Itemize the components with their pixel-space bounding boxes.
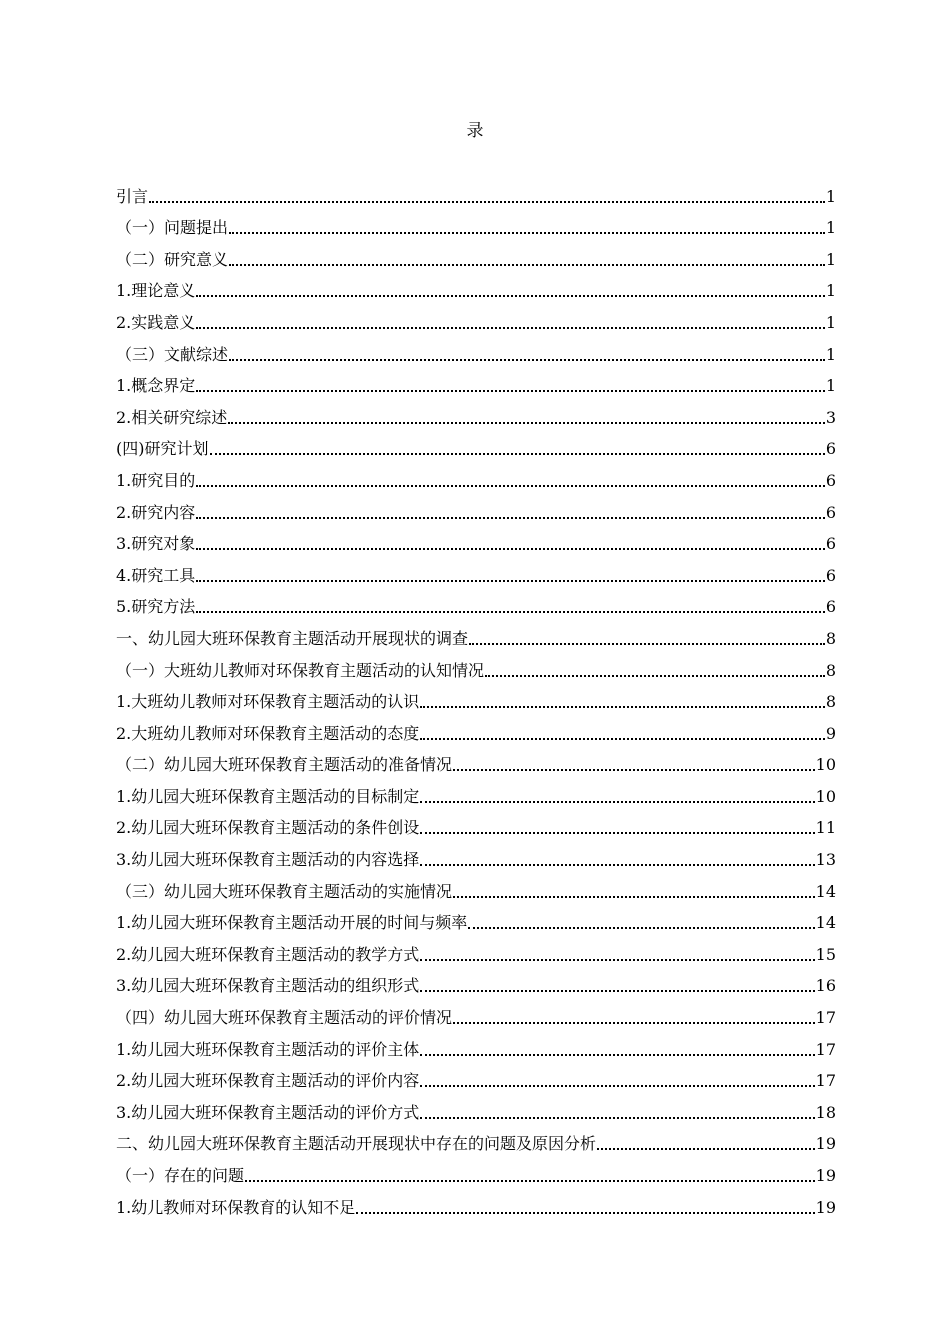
toc-dot-leader (245, 1180, 815, 1182)
toc-entry[interactable] (116, 713, 836, 745)
toc-entry-label: （二）研究意义 (116, 249, 229, 269)
toc-entry-page-number: 1 (825, 186, 836, 206)
toc-entry-label: （二）幼儿园大班环保教育主题活动的准备情况 (116, 755, 453, 775)
toc-dot-leader (420, 738, 825, 740)
toc-dot-leader (420, 1117, 814, 1119)
toc-dot-leader (420, 801, 814, 803)
toc-entry-label: 1.研究目的 (116, 470, 196, 490)
toc-entry-page-number: 9 (825, 723, 836, 743)
toc-entry-page-number: 14 (815, 881, 836, 901)
toc-entry-label: (四)研究计划 (116, 439, 209, 459)
toc-entry[interactable] (116, 524, 836, 556)
toc-dot-leader (420, 706, 825, 708)
toc-entry-label: 1.幼儿园大班环保教育主题活动的评价主体 (116, 1039, 420, 1059)
toc-entry[interactable] (116, 1029, 836, 1061)
toc-entry[interactable] (116, 1124, 836, 1156)
toc-entry-page-number: 6 (825, 502, 836, 522)
toc-entry[interactable] (116, 618, 836, 650)
toc-entry[interactable] (116, 871, 836, 903)
toc-entry-label: （四）幼儿园大班环保教育主题活动的评价情况 (116, 1008, 453, 1028)
toc-entry[interactable] (116, 492, 836, 524)
toc-entry-page-number: 8 (825, 692, 836, 712)
toc-entry-page-number: 17 (815, 1008, 836, 1028)
toc-entry[interactable] (116, 682, 836, 714)
toc-entry-label: 1.大班幼儿教师对环保教育主题活动的认识 (116, 692, 420, 712)
toc-entry[interactable] (116, 555, 836, 587)
toc-entry-page-number: 1 (825, 312, 836, 332)
toc-entry[interactable] (116, 1061, 836, 1093)
toc-title: 录 (466, 121, 484, 141)
toc-dot-leader (210, 453, 825, 455)
toc-entry-label: 3.研究对象 (116, 534, 196, 554)
toc-entry-page-number: 10 (815, 786, 836, 806)
toc-dot-leader (196, 327, 825, 329)
toc-entry-page-number: 1 (825, 218, 836, 238)
toc-entry-label: 4.研究工具 (116, 565, 196, 585)
toc-entry[interactable] (116, 808, 836, 840)
toc-entry-page-number: 1 (825, 344, 836, 364)
toc-entry-label: 5.研究方法 (116, 597, 196, 617)
toc-entry-label: 2.幼儿园大班环保教育主题活动的条件创设 (116, 818, 420, 838)
toc-dot-leader (196, 548, 825, 550)
toc-entry-label: 二、幼儿园大班环保教育主题活动开展现状中存在的问题及原因分析 (116, 1134, 597, 1154)
toc-dot-leader (420, 990, 814, 992)
toc-entry[interactable] (116, 1187, 836, 1219)
toc-entry-page-number: 17 (815, 1039, 836, 1059)
toc-entry-page-number: 8 (825, 660, 836, 680)
toc-entry-page-number: 16 (815, 976, 836, 996)
toc-dot-leader (420, 864, 814, 866)
toc-dot-leader (196, 517, 825, 519)
toc-entry-page-number: 8 (825, 628, 836, 648)
toc-dot-leader (228, 422, 825, 424)
toc-entry-page-number: 17 (815, 1071, 836, 1091)
toc-entry[interactable] (116, 239, 836, 271)
toc-dot-leader (196, 485, 825, 487)
toc-dot-leader (229, 359, 825, 361)
toc-entry-label: 1.理论意义 (116, 281, 196, 301)
toc-entry-label: 1.概念界定 (116, 376, 196, 396)
toc-entry-label: 3.幼儿园大班环保教育主题活动的评价方式 (116, 1102, 420, 1122)
toc-dot-leader (468, 927, 814, 929)
toc-entry[interactable] (116, 429, 836, 461)
toc-dot-leader (453, 1022, 815, 1024)
toc-entry[interactable] (116, 839, 836, 871)
toc-dot-leader (420, 832, 814, 834)
toc-entry[interactable] (116, 1092, 836, 1124)
toc-entry-page-number: 14 (815, 913, 836, 933)
toc-dot-leader (420, 1054, 814, 1056)
toc-dot-leader (196, 295, 825, 297)
toc-entry-page-number: 1 (825, 376, 836, 396)
toc-entry-page-number: 19 (815, 1134, 836, 1154)
toc-dot-leader (453, 769, 815, 771)
toc-entry-page-number: 13 (815, 850, 836, 870)
toc-entry[interactable] (116, 903, 836, 935)
toc-entry[interactable] (116, 650, 836, 682)
toc-dot-leader (485, 675, 825, 677)
toc-dot-leader (149, 201, 825, 203)
toc-entry[interactable] (116, 460, 836, 492)
toc-entry[interactable] (116, 934, 836, 966)
toc-dot-leader (453, 896, 815, 898)
toc-entry-page-number: 6 (825, 534, 836, 554)
toc-entry-label: 2.实践意义 (116, 312, 196, 332)
toc-entry-label: （三）文献综述 (116, 344, 229, 364)
toc-entry[interactable] (116, 745, 836, 777)
toc-entry[interactable] (116, 997, 836, 1029)
toc-dot-leader (229, 264, 825, 266)
toc-entry-page-number: 6 (825, 597, 836, 617)
toc-entry-label: （一）问题提出 (116, 218, 229, 238)
toc-entry-label: 1.幼儿园大班环保教育主题活动的目标制定 (116, 786, 420, 806)
toc-entry-label: 3.幼儿园大班环保教育主题活动的内容选择 (116, 850, 420, 870)
toc-entry-page-number: 3 (825, 407, 836, 427)
toc-entry[interactable] (116, 176, 836, 208)
toc-entry[interactable] (116, 334, 836, 366)
toc-entry-label: 2.相关研究综述 (116, 407, 228, 427)
toc-dot-leader (597, 1148, 815, 1150)
toc-entry-page-number: 6 (825, 439, 836, 459)
toc-entry-page-number: 6 (825, 565, 836, 585)
toc-entry-label: 2.幼儿园大班环保教育主题活动的教学方式 (116, 944, 420, 964)
toc-entry[interactable] (116, 208, 836, 240)
toc-entry-label: 1.幼儿园大班环保教育主题活动开展的时间与频率 (116, 913, 468, 933)
toc-entry-label: 1.幼儿教师对环保教育的认知不足 (116, 1197, 356, 1217)
toc-entry-label: （三）幼儿园大班环保教育主题活动的实施情况 (116, 881, 453, 901)
toc-entry[interactable] (116, 397, 836, 429)
toc-entry-page-number: 19 (815, 1197, 836, 1217)
toc-entry-label: 2.幼儿园大班环保教育主题活动的评价内容 (116, 1071, 420, 1091)
toc-entry[interactable] (116, 271, 836, 303)
toc-dot-leader (420, 1085, 814, 1087)
toc-dot-leader (356, 1212, 814, 1214)
toc-entry-label: （一）存在的问题 (116, 1166, 245, 1185)
toc-entry-page-number: 1 (825, 249, 836, 269)
toc-entry-page-number: 19 (815, 1166, 836, 1185)
toc-dot-leader (229, 232, 825, 234)
toc-entry-label: 2.研究内容 (116, 502, 196, 522)
toc-dot-leader (196, 390, 825, 392)
toc-entry-label: 3.幼儿园大班环保教育主题活动的组织形式 (116, 976, 420, 996)
toc-dot-leader (196, 611, 825, 613)
toc-dot-leader (469, 643, 825, 645)
toc-entry-page-number: 6 (825, 470, 836, 490)
toc-entry-label: 一、幼儿园大班环保教育主题活动开展现状的调查 (116, 628, 469, 648)
toc-entry[interactable] (116, 302, 836, 334)
toc-entry-label: 2.大班幼儿教师对环保教育主题活动的态度 (116, 723, 420, 743)
toc-entry-label: （一）大班幼儿教师对环保教育主题活动的认知情况 (116, 660, 485, 680)
toc-entry-page-number: 18 (815, 1102, 836, 1122)
toc-entry-page-number: 15 (815, 944, 836, 964)
toc-entry-page-number: 11 (815, 818, 836, 838)
toc-entry[interactable] (116, 776, 836, 808)
toc-entry[interactable] (116, 366, 836, 398)
toc-dot-leader (420, 959, 814, 961)
table-of-contents (116, 176, 836, 1219)
toc-entry[interactable] (116, 587, 836, 619)
toc-dot-leader (196, 580, 825, 582)
toc-entry-label: 引言 (116, 186, 149, 206)
toc-entry-page-number: 1 (825, 281, 836, 301)
toc-entry-page-number: 10 (815, 755, 836, 775)
toc-entry[interactable] (116, 966, 836, 998)
toc-entry[interactable] (116, 1155, 836, 1187)
